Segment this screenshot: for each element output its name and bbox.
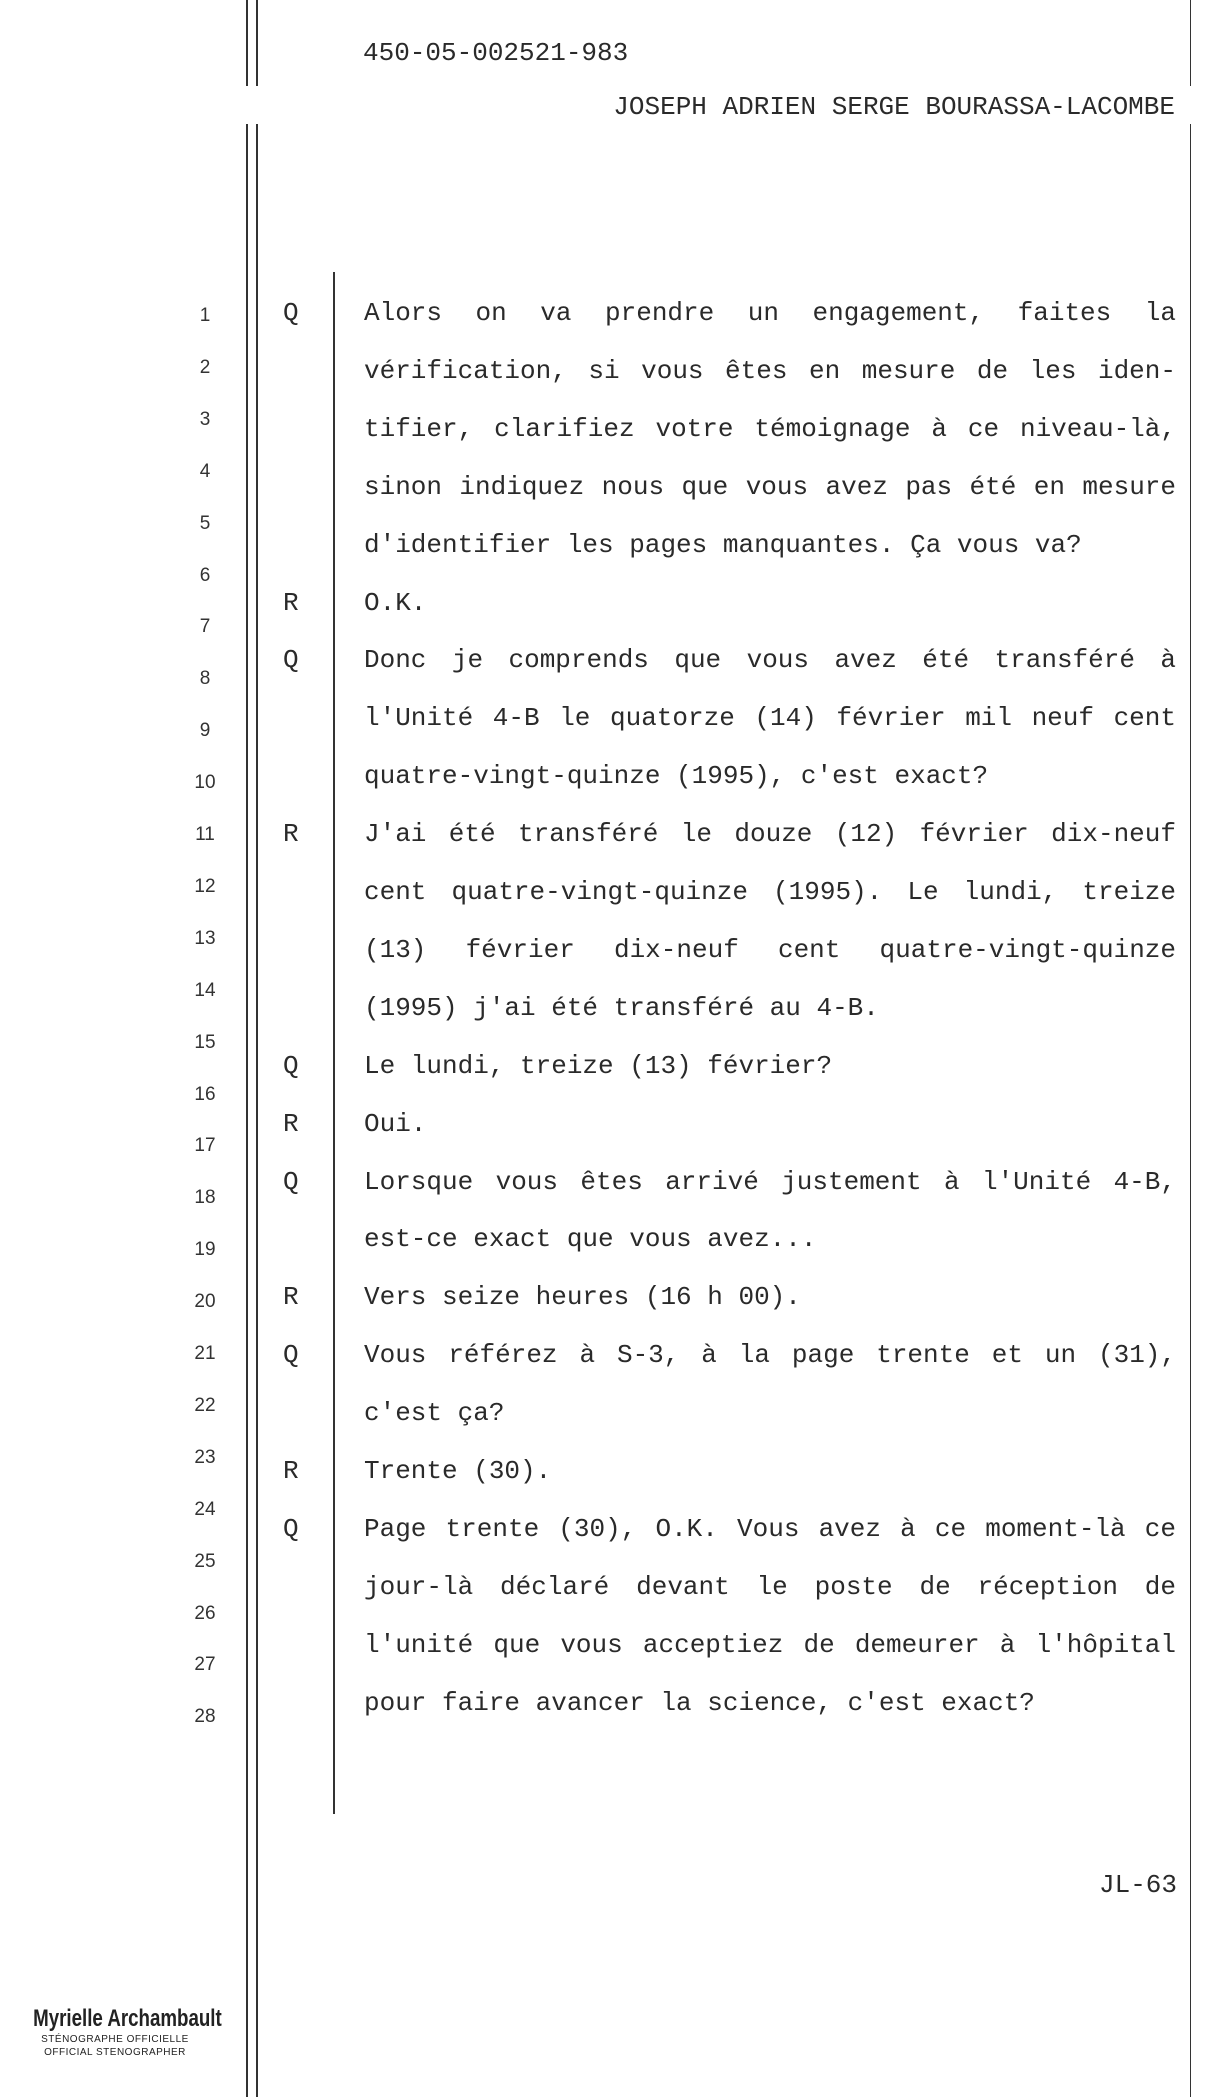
right-margin-rule-top [1190, 0, 1191, 86]
speaker-marker: Q [283, 298, 299, 328]
stamp-title-fr: STÉNOGRAPHE OFFICIELLE [41, 2034, 189, 2045]
transcript-line: d'identifier les pages manquantes. Ça vous va? [364, 529, 1082, 560]
transcript-line: l'Unité 4-B le quatorze (14) février mil neuf cent [364, 703, 1176, 734]
left-margin-rule-outer-top [246, 0, 248, 86]
line-number: 15 [194, 1031, 216, 1053]
line-number: 10 [194, 772, 216, 794]
right-margin-rule [1190, 124, 1191, 2097]
line-number: 3 [199, 408, 211, 430]
case-number: 450-05-002521-983 [363, 38, 629, 68]
transcript-line: Donc je comprends que vous avez été transféré à [364, 645, 1176, 676]
line-number: 9 [199, 720, 211, 742]
line-number: 1 [199, 305, 211, 326]
line-number: 25 [194, 1550, 216, 1572]
page-reference: JL-63 [1098, 1870, 1177, 1900]
line-number: 24 [194, 1498, 216, 1520]
transcript-line: quatre-vingt-quinze (1995), c'est exact? [364, 761, 989, 792]
transcript-line: l'unité que vous acceptiez de demeurer à l'hôpital [364, 1629, 1176, 1660]
speaker-marker: R [283, 587, 299, 618]
transcript-line: Lorsque vous êtes arrivé justement à l'Unité 4-B, [364, 1166, 1176, 1197]
transcript-line: sinon indiquez nous que vous avez pas été en mesure [364, 471, 1176, 502]
speaker-marker: Q [283, 1340, 299, 1371]
transcript-line: J'ai été transféré le douze (12) février dix-neuf [364, 819, 1176, 850]
line-number: 26 [194, 1602, 216, 1624]
transcript-line: (13) février dix-neuf cent quatre-vingt-quinze [364, 934, 1176, 965]
stenographer-stamp [10, 2005, 220, 2059]
line-number: 11 [195, 824, 215, 845]
transcript-line: O.K. [364, 587, 427, 618]
line-number: 22 [194, 1394, 216, 1416]
line-number: 21 [194, 1343, 216, 1364]
left-margin-rule-outer [246, 124, 248, 2097]
line-number: 14 [194, 979, 216, 1001]
line-number: 6 [199, 564, 211, 586]
speaker-marker: Q [283, 1513, 299, 1544]
speaker-marker: Q [283, 645, 299, 676]
speaker-column-rule [333, 272, 335, 1814]
speaker-marker: Q [283, 1166, 299, 1197]
line-number: 5 [199, 512, 211, 534]
line-number: 28 [194, 1706, 216, 1728]
transcript-line: c'est ça? [364, 1398, 505, 1429]
line-number: 27 [194, 1654, 216, 1676]
transcript-line: jour-là déclaré devant le poste de réception de [364, 1571, 1176, 1602]
line-number: 23 [194, 1446, 216, 1468]
line-number: 12 [194, 875, 216, 897]
transcript-line: Alors on va prendre un engagement, faites la [364, 298, 1176, 328]
transcript-line: Vous référez à S-3, à la page trente et un (31), [364, 1340, 1176, 1371]
transcript-line: tifier, clarifiez votre témoignage à ce niveau-là, [364, 413, 1176, 444]
line-number: 8 [199, 668, 211, 690]
speaker-marker: R [283, 1456, 299, 1486]
stamp-title-en: OFFICIAL STENOGRAPHER [44, 2047, 186, 2058]
line-number: 18 [194, 1187, 216, 1209]
transcript-line: Le lundi, treize (13) février? [364, 1050, 833, 1081]
transcript-line: (1995) j'ai été transféré au 4-B. [364, 992, 879, 1023]
line-number: 13 [194, 927, 216, 949]
transcript-line: Oui. [364, 1108, 427, 1139]
stamp-name: Myrielle Archambault [33, 2005, 222, 2032]
transcript-line: est-ce exact que vous avez... [364, 1224, 817, 1255]
speaker-marker: R [283, 1108, 299, 1139]
line-number: 2 [199, 356, 211, 378]
speaker-marker: R [283, 819, 299, 850]
transcript-line: vérification, si vous êtes en mesure de les iden- [364, 355, 1176, 386]
left-margin-rule-inner-top [256, 0, 258, 86]
transcript-line: cent quatre-vingt-quinze (1995). Le lundi, treize [364, 877, 1176, 907]
witness-name: JOSEPH ADRIEN SERGE BOURASSA-LACOMBE [613, 92, 1175, 122]
line-number: 4 [199, 460, 211, 482]
transcript-line: Page trente (30), O.K. Vous avez à ce moment-là ce [364, 1513, 1176, 1544]
line-number: 17 [194, 1135, 216, 1157]
transcript-line: Trente (30). [364, 1456, 552, 1486]
transcript-line: pour faire avancer la science, c'est exact? [364, 1687, 1035, 1718]
line-number: 19 [194, 1239, 216, 1261]
speaker-marker: Q [283, 1050, 299, 1081]
transcript-line: Vers seize heures (16 h 00). [364, 1282, 801, 1313]
line-number: 7 [199, 616, 211, 638]
line-number: 16 [194, 1083, 216, 1105]
left-margin-rule-inner [256, 124, 258, 2097]
speaker-marker: R [283, 1282, 299, 1313]
line-number: 20 [194, 1291, 216, 1313]
